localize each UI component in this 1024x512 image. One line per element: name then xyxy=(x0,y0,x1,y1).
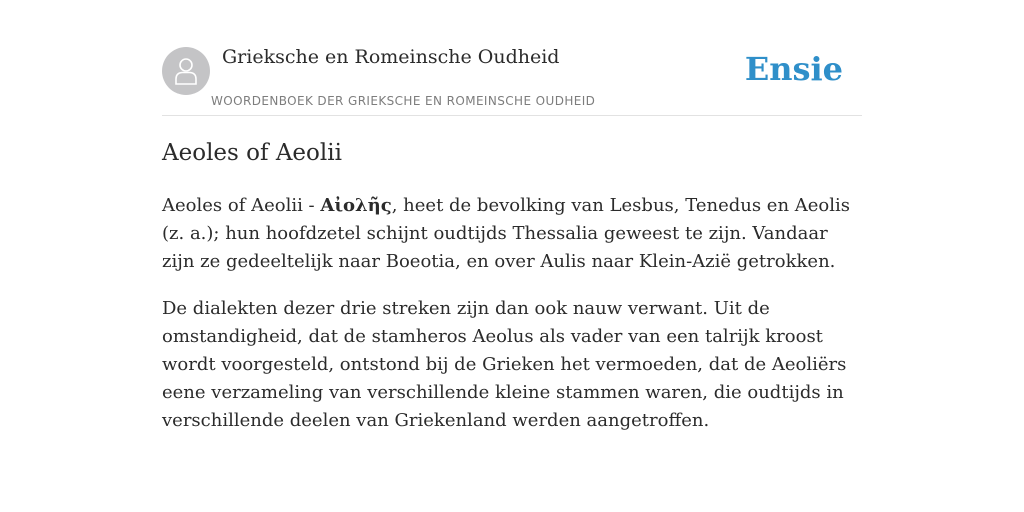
ensie-logo[interactable]: Ensie xyxy=(744,50,843,88)
user-icon xyxy=(174,57,198,85)
entry-title: Aeoles of Aeolii xyxy=(162,140,342,166)
paragraph-1 xyxy=(162,192,862,276)
entry-content xyxy=(162,192,862,454)
source-title[interactable]: Grieksche en Romeinsche Oudheid xyxy=(222,46,560,68)
paragraph-2: De dialekten dezer drie streken zijn dan ook nauw verwant. Uit de omstandigheid, dat de stamheros Aeolus als vader van een talrijk kroost wordt voorgesteld, ontstond bij de Grieken het vermoeden, dat de Aeoliërs eene verzameling van verschillende kleine stammen waren, die oudtijds in verschillende deelen van Griekenland werden aangetroffen. xyxy=(162,298,847,431)
greek-term: Αἰολῆς xyxy=(320,195,392,216)
avatar[interactable] xyxy=(162,47,210,95)
paragraph-1-rest: , heet de bevolking van Lesbus, Tenedus en Aeolis (z. a.); hun hoofdzetel schijnt oudtijds Thessalia geweest te zijn. Vandaar zijn ze gedeeltelijk naar Boeotia, en over Aulis naar Klein-Azië getrokken. xyxy=(162,195,851,272)
source-subtitle: WOORDENBOEK DER GRIEKSCHE EN ROMEINSCHE OUDHEID xyxy=(211,94,596,108)
paragraph-1-lead: Aeoles of Aeolii - xyxy=(162,195,321,216)
source-header xyxy=(162,44,862,116)
